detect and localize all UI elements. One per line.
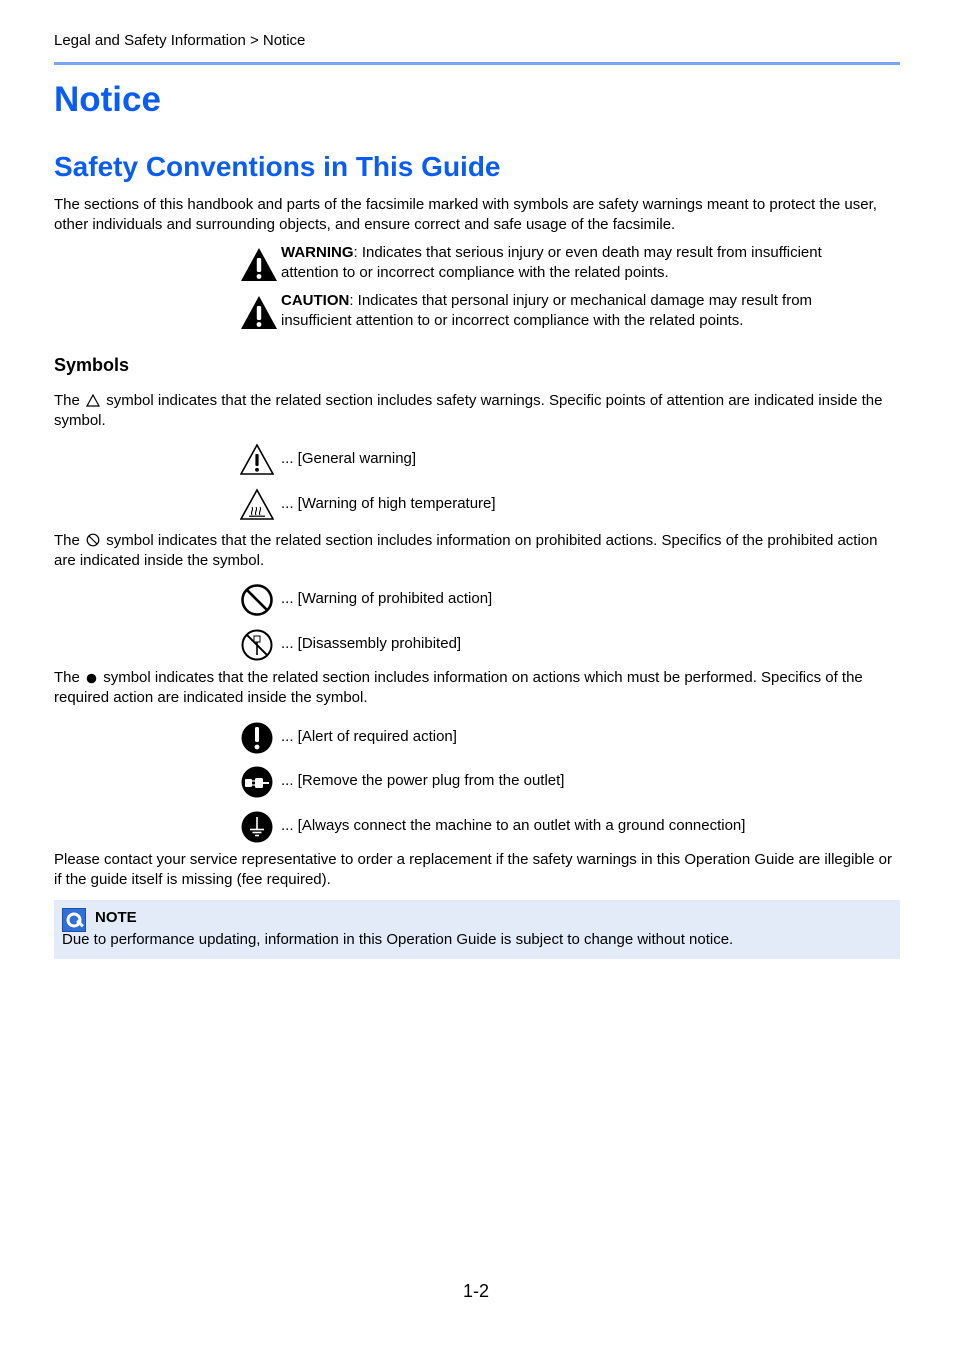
triangle-symbol-paragraph [54, 391, 900, 430]
para-text-after: symbol indicates that the related section includes information on actions which must be performed. Specifics of the required action are indicated inside the symbol. [54, 669, 863, 706]
para-text-after: symbol indicates that the related section includes information on prohibited actions. Specifics of the prohibited action are indicated inside the symbol. [54, 532, 878, 569]
prohibited-symbol-paragraph [54, 531, 900, 570]
note-text: Due to performance updating, information in this Operation Guide is subject to change without notice. [62, 931, 734, 948]
symbols-title: Symbols [54, 355, 130, 375]
ground-connection-label: ... [Always connect the machine to an outlet with a ground connection] [281, 817, 746, 834]
para-text-before: The [54, 669, 80, 686]
required-action-icon [240, 721, 274, 755]
high-temperature-label: ... [Warning of high temperature] [281, 495, 496, 512]
caution-text [281, 291, 881, 330]
required-action-label: ... [Alert of required action] [281, 728, 457, 745]
caution-label: CAUTION [281, 292, 350, 309]
triangle-outline-icon [86, 394, 100, 407]
ground-connection-icon [240, 810, 274, 844]
filled-circle-icon [86, 673, 97, 684]
breadcrumb: Legal and Safety Information > Notice [54, 32, 306, 49]
general-warning-label: ... [General warning] [281, 450, 417, 467]
para-text-after: symbol indicates that the related section includes safety warnings. Specific points of attention are indicated inside the symbol. [54, 392, 883, 429]
high-temperature-warning-icon [240, 488, 274, 522]
caution-description: : Indicates that personal injury or mechanical damage may result from insufficient attention to or incorrect compliance with the related points. [281, 292, 813, 329]
note-icon [62, 908, 86, 932]
para-text-before: The [54, 532, 80, 549]
warning-label: WARNING [281, 244, 354, 261]
prohibited-action-label: ... [Warning of prohibited action] [281, 590, 493, 607]
intro-paragraph: The sections of this handbook and parts of the facsimile marked with symbols are safety warnings meant to protect the user, other individuals and surrounding objects, and ensure correct and safe usage of the facsimile. [54, 196, 877, 233]
prohibited-action-icon [240, 583, 274, 617]
page-number: 1-2 [463, 1281, 490, 1301]
warning-description: : Indicates that serious injury or even death may result from insufficient attention to or incorrect compliance with the related points. [281, 244, 822, 281]
page-title: Notice [54, 80, 161, 119]
header-rule [54, 62, 900, 65]
note-box [54, 900, 900, 959]
closing-paragraph: Please contact your service representative to order a replacement if the safety warnings in this Operation Guide are illegible or if the guide itself is missing (fee required). [54, 851, 892, 888]
disassembly-prohibited-label: ... [Disassembly prohibited] [281, 635, 462, 652]
warning-triangle-icon [240, 247, 278, 283]
remove-power-plug-label: ... [Remove the power plug from the outlet] [281, 772, 565, 789]
para-text-before: The [54, 392, 80, 409]
warning-text [281, 243, 881, 282]
prohibited-circle-icon [86, 533, 100, 547]
section-title: Safety Conventions in This Guide [54, 151, 501, 182]
caution-triangle-icon [240, 295, 278, 331]
general-warning-icon [240, 443, 274, 477]
note-label: NOTE [95, 909, 137, 926]
remove-power-plug-icon [240, 765, 274, 799]
required-symbol-paragraph [54, 668, 900, 707]
disassembly-prohibited-icon [240, 628, 274, 662]
